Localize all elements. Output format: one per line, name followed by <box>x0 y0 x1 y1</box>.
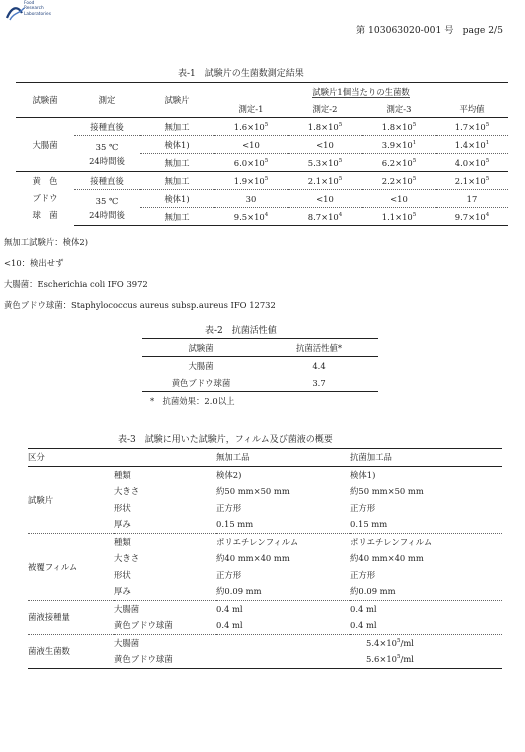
organism-cell: 黄色ブドウ球菌 <box>142 374 260 392</box>
note-line: 黄色ブドウ球菌：Staphylococcus aureus subsp.aureus IFO 12732 <box>4 300 276 310</box>
exponent: 5 <box>485 175 490 182</box>
value: <10 <box>316 193 334 204</box>
table-row <box>16 136 508 154</box>
treated-cell: ポリエチレンフィルム <box>350 533 502 550</box>
organism-line: ブドウ <box>32 193 58 204</box>
item-cell: 種類 <box>114 533 216 550</box>
treated-cell: 検体1) <box>350 469 376 480</box>
value: 6.0×10 <box>233 157 265 168</box>
untreated-cell: 正方形 <box>216 569 242 580</box>
exponent: 5 <box>412 175 417 182</box>
exponent: 5 <box>412 121 417 128</box>
item-cell: 大きさ <box>114 486 140 497</box>
untreated-cell: 0.4 ml <box>216 620 243 631</box>
value-cell <box>288 154 362 172</box>
table-row <box>28 466 502 483</box>
logo-line: Research <box>24 6 44 12</box>
header-measurement: 測定 <box>74 83 140 118</box>
untreated-cell: 0.15 mm <box>216 519 254 530</box>
table-row <box>16 172 508 190</box>
specimen-cell: 検体1) <box>140 190 214 208</box>
value: 30 <box>245 193 257 204</box>
condition-temp: 35 ℃ <box>95 195 119 206</box>
value-cell <box>362 208 436 226</box>
logo-text <box>24 1 51 17</box>
group-cell: 試験片 <box>28 494 54 505</box>
value: <10 <box>242 139 260 150</box>
value-cell <box>288 172 362 190</box>
unit: /ml <box>400 637 414 648</box>
organism-line: 黄 色 <box>32 176 58 187</box>
organism-cell <box>16 172 74 226</box>
exponent: 4 <box>338 211 343 218</box>
item-cell: 大腸菌 <box>114 634 216 651</box>
table-row <box>16 118 508 136</box>
untreated-cell: ポリエチレンフィルム <box>216 533 350 550</box>
specimen-cell: 無加工 <box>164 121 190 132</box>
table1-notes <box>4 232 276 316</box>
condition-cell <box>74 136 140 172</box>
value-cell <box>436 190 508 208</box>
untreated-cell: 約40 mm×40 mm <box>216 553 290 564</box>
merged-value-cell <box>216 651 502 668</box>
note-line: <10：検出せず <box>4 258 64 268</box>
condition-temp: 35 ℃ <box>95 141 119 152</box>
item-cell: 大腸菌 <box>114 600 216 617</box>
untreated-cell: 約50 mm×50 mm <box>216 486 290 497</box>
exponent: 5 <box>338 121 343 128</box>
specimen-cell: 無加工 <box>140 208 214 226</box>
value-cell: 3.7 <box>260 374 378 392</box>
table2-caption: 表-2 抗菌活性値 <box>205 326 277 336</box>
specimen-cell: 検体1) <box>140 136 214 154</box>
table2-note: * 抗菌効果：2.0以上 <box>150 396 235 406</box>
value: 5.6×10 <box>366 654 397 665</box>
value-cell <box>362 154 436 172</box>
table-row <box>142 374 378 392</box>
value: 1.8×10 <box>307 121 339 132</box>
organism-line: 球 菌 <box>32 210 58 221</box>
value: 1.4×10 <box>454 139 486 150</box>
table-row <box>16 190 508 208</box>
value: 8.7×10 <box>307 211 339 222</box>
value: 2.2×10 <box>381 175 413 186</box>
table1-caption: 表-1 試験片の生菌数測定結果 <box>178 69 304 79</box>
organism-cell: 大腸菌 <box>32 139 58 150</box>
value: 5.4×10 <box>366 637 397 648</box>
value: 1.7×10 <box>454 121 486 132</box>
table-row <box>28 533 502 550</box>
untreated-cell: 約0.09 mm <box>216 586 262 597</box>
value: 17 <box>466 193 478 204</box>
exponent: 5 <box>412 157 417 164</box>
exponent: 5 <box>397 654 401 661</box>
value-cell <box>436 136 508 154</box>
exponent: 5 <box>338 175 343 182</box>
exponent: 1 <box>412 139 417 146</box>
exponent: 5 <box>485 157 490 164</box>
value-cell <box>214 172 288 190</box>
value-cell <box>214 118 288 136</box>
value-cell <box>214 208 288 226</box>
value: 1.1×10 <box>381 211 413 222</box>
value-cell <box>288 136 362 154</box>
value: 4.0×10 <box>454 157 486 168</box>
note-line: 大腸菌：Escherichia coli IFO 3972 <box>4 279 148 289</box>
condition-time: 24時間後 <box>89 209 125 220</box>
value-cell <box>362 190 436 208</box>
merged-value-cell <box>216 634 502 651</box>
value: 1.9×10 <box>233 175 265 186</box>
item-cell: 厚み <box>114 519 131 530</box>
treated-cell: 正方形 <box>350 569 376 580</box>
exponent: 5 <box>264 157 269 164</box>
value: <10 <box>316 139 334 150</box>
specimen-cell: 無加工 <box>140 154 214 172</box>
header-m1: 測定-1 <box>214 100 288 118</box>
header-treated: 抗菌加工品 <box>350 449 502 467</box>
header-organism: 試験菌 <box>16 83 74 118</box>
exponent: 5 <box>485 121 490 128</box>
value-cell <box>362 172 436 190</box>
exponent: 5 <box>264 121 269 128</box>
exponent: 5 <box>338 157 343 164</box>
group-cell: 菌液接種量 <box>28 600 114 634</box>
header-m3: 測定-3 <box>362 100 436 118</box>
untreated-cell: 0.4 ml <box>216 600 350 617</box>
value: 3.9×10 <box>381 139 413 150</box>
treated-cell: 0.4 ml <box>350 620 377 631</box>
header-untreated: 無加工品 <box>216 449 350 467</box>
exponent: 1 <box>485 139 490 146</box>
header-item <box>114 449 216 467</box>
table-row <box>142 357 378 375</box>
value-cell <box>288 190 362 208</box>
treated-cell: 0.4 ml <box>350 600 502 617</box>
value-cell <box>436 118 508 136</box>
header-avg: 平均値 <box>436 100 508 118</box>
condition-time: 24時間後 <box>89 155 125 166</box>
header-specimen: 試験片 <box>140 83 214 118</box>
unit: /ml <box>400 654 414 665</box>
untreated-cell: 正方形 <box>216 502 242 513</box>
item-cell: 形状 <box>114 502 131 513</box>
exponent: 4 <box>264 211 269 218</box>
value: 9.5×10 <box>233 211 265 222</box>
value-cell <box>214 190 288 208</box>
value: 9.7×10 <box>454 211 486 222</box>
item-cell: 大きさ <box>114 553 140 564</box>
value: 2.1×10 <box>454 175 486 186</box>
value: 2.1×10 <box>307 175 339 186</box>
value-cell: 4.4 <box>312 360 326 371</box>
value-cell <box>436 154 508 172</box>
exponent: 5 <box>397 637 401 644</box>
treated-cell: 約0.09 mm <box>350 586 396 597</box>
group-cell: 被覆フィルム <box>28 533 114 600</box>
exponent: 5 <box>264 175 269 182</box>
header-count-group-label: 試験片1個当たりの生菌数 <box>312 86 410 97</box>
item-cell: 種類 <box>114 469 131 480</box>
group-cell: 菌液生菌数 <box>28 634 114 668</box>
condition-cell <box>74 190 140 226</box>
value-cell <box>436 172 508 190</box>
table1 <box>16 82 508 226</box>
treated-cell: 正方形 <box>350 502 376 513</box>
item-cell: 黄色ブドウ球菌 <box>114 651 216 668</box>
table3-caption: 表-3 試験に用いた試験片，フィルム及び菌液の概要 <box>118 435 333 445</box>
timing-cell: 接種直後 <box>74 172 140 190</box>
value-cell <box>214 154 288 172</box>
value-cell <box>288 118 362 136</box>
value: 6.2×10 <box>381 157 413 168</box>
value: <10 <box>390 193 408 204</box>
table2 <box>142 338 378 392</box>
item-cell: 形状 <box>114 569 131 580</box>
value: 1.6×10 <box>233 121 265 132</box>
table-row <box>28 634 502 651</box>
note-line: 無加工試験片：検体2) <box>4 237 88 247</box>
value-cell <box>436 208 508 226</box>
header-organism: 試験菌 <box>142 339 260 357</box>
timing-cell: 接種直後 <box>90 121 124 132</box>
specimen-cell: 無加工 <box>140 172 214 190</box>
logo-line: Laboratories <box>24 11 51 17</box>
table3 <box>28 448 502 669</box>
organism-cell: 大腸菌 <box>188 360 214 371</box>
treated-cell: 約40 mm×40 mm <box>350 553 424 564</box>
item-cell: 厚み <box>114 586 131 597</box>
exponent: 4 <box>485 211 490 218</box>
value-cell <box>362 118 436 136</box>
header-value: 抗菌活性値* <box>260 339 378 357</box>
untreated-cell: 検体2) <box>216 469 242 480</box>
value-cell <box>288 208 362 226</box>
header-m2: 測定-2 <box>288 100 362 118</box>
value: 1.8×10 <box>381 121 413 132</box>
document-header: 第 103063020-001 号 page 2/5 <box>355 25 503 36</box>
header-count-group <box>214 83 508 101</box>
logo-line: Food <box>24 1 35 6</box>
value: 5.3×10 <box>307 157 339 168</box>
value-cell <box>214 136 288 154</box>
exponent: 5 <box>412 211 417 218</box>
item-cell: 黄色ブドウ球菌 <box>114 620 173 631</box>
value-cell <box>362 136 436 154</box>
table-row <box>28 600 502 617</box>
treated-cell: 0.15 mm <box>350 519 388 530</box>
treated-cell: 約50 mm×50 mm <box>350 486 424 497</box>
header-category: 区分 <box>28 449 114 467</box>
